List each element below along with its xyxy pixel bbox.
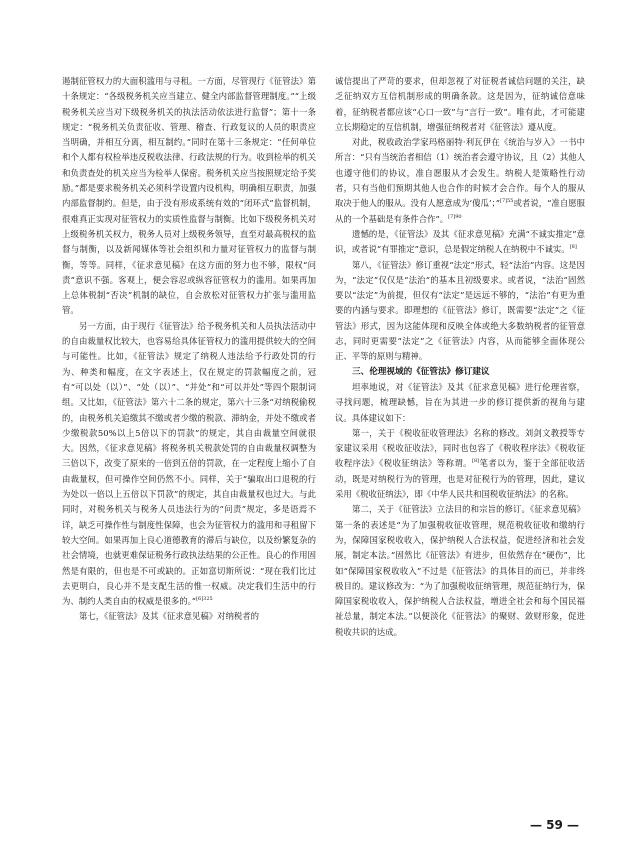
paragraph: 遏制征管权力的大面积滥用与寻租。一方面，尽管现行《征管法》第十条规定：“各级税务机关应当建立、健全内部监督管理制度。”“上级税务机关应当对下级税务机关的执法活动依法进行监督”；第十一条规定：“税务机关负责征收、管理、稽查、行政复议的人员的职责应当明确，并相互分离，相互制约。”同时在第十三条规定：“任何单位和个人都有权检举违反税收法律、行政法规的行为。收到检举的机关和负责查处的机关应当为检举人保密。税务机关应当按照规定给予奖励。”都是要求税务机关必须科学设置内设机构，明确相互职责，加强内部监督制约。但是，由于没有形成系统有效的“闭环式”监督机制，很难真正实现对征管权力的实质性监督与制衡。比如下级税务机关对上级税务机关权力，税务人员对上级税务领导，直至对最高税权的监督与制衡，以及新闻媒体等社会组织和力量对征管权力的监督与制衡，等等。同样，《征求意见稿》在这方面的努力也不够，限权“问责”意识不强。客观上，便会容忍或纵容征管权力的滥用。如果再加上总体税制“否决”机制的缺位，自会放松对征管权力扩张与滥用监管。 bbox=[62, 76, 316, 316]
paragraph-text: 第一，关于《税收征收管理法》名称的修改。刘剑文教授等专家建议采用《税收征收法》，同时也包容了《税收程序法》《税收征收程序法》《税收征纳法》等称谓。 bbox=[335, 427, 585, 469]
paragraph bbox=[62, 319, 316, 610]
paragraph-text: 另一方面，由于现行《征管法》给予税务机关和人员执法活动中的自由裁量权比较大，也容易给具体征管权力的滥用提供较大的空间与可能性。比如，《征管法》规定了纳税人违法给予行政处罚的行为、种类和幅度，在文字表述上，仅在规定的罚款幅度之前，冠有“可以处（以）”、“处（以）”、“并处”和“可以并处”等四个限制词组。又比如，《征管法》第六十二条的规定，第六十三条“对纳税偷税的，由税务机关追缴其不缴或者少缴的税款、滞纳金，并处不缴或者少缴税款50%以上5倍以下的罚款”的规定，其自由裁量空间就很大。因然，《征求意见稿》将税务机关税款处罚的自由裁量权调整为三倍以下，改变了原来的一倍到五倍的罚款，在一定程度上缩小了自由裁量权，但可操作空间仍然不小。同样，关于“骗取出口退税的行为处以一倍以上五倍以下罚款”的规定，其自由裁量权也过大。与此同时，对税务机关与税务人员违法行为的“问责”规定，多是语焉不详，缺乏可操作性与制度性保障，也会为征管权力的滥用和寻租留下较大空间。如果再加上良心道德教育的滞后与缺位，以及纷繁复杂的社会情境，也就更难保证税务行政执法结果的公正性。良心的作用固然是有限的，但也是不可或缺的。正如富切斯所说：“现在我们比过去更明白，良心并不是支配生活的惟一权威。决定我们生活中的行为、制约人类自由的权威是很多的。” bbox=[62, 320, 316, 607]
page-number: — 59 — bbox=[530, 818, 580, 832]
paragraph: 第八，《征管法》修订重视“法定”形式，轻“法治”内容。这是因为，“法定”仅仅是“法治”的基本且初级要求。或者说，“法治”固然要以“法定”为前提，但仅有“法定”是远远不够的，“法治”有更为重要的内涵与要求。即理想的《征管法》修订，既需要“法定”之《征管法》形式，因为这能体现和反映全体或绝大多数纳税者的征管意志，同时更需要“法定”之《征管法》内容，从而能够全面体现公正、平等的原则与精神。 bbox=[335, 259, 585, 362]
citation: [6]325 bbox=[196, 596, 213, 603]
left-column bbox=[62, 74, 316, 625]
right-column bbox=[335, 74, 585, 640]
paragraph-text: 遗憾的是，《征管法》及其《征求意见稿》充满“不诚实推定”意识，或者说“有罪推定”意识，总是假定纳税人在纳税中不诚实。 bbox=[335, 228, 585, 255]
paragraph: 诚信提出了严苛的要求，但却忽视了对征税者诚信问题的关注，缺乏征纳双方互信机制形成的明确条款。这是因为，征纳诚信意味着，征纳税者都应该“心口一致”与“言行一致”。唯有此，才可能建立长期稳定的互信机制，增强征纳税者对《征管法》遵从度。 bbox=[335, 76, 585, 132]
citation: [7]55 bbox=[500, 198, 514, 205]
paragraph-text: 或者说，“准自愿服从的一个基础是有条件合作”。 bbox=[335, 198, 585, 224]
paragraph: 第七，《征管法》及其《征求意见稿》对纳税者的 bbox=[79, 611, 260, 622]
citation: [7]90 bbox=[448, 213, 462, 220]
paragraph-text: 笔者以为，鉴于全部征收活动，既是对纳税行为的管理，也是对征税行为的管理，因此，建议采用《税收征纳法》，即《中华人民共和国税收征纳法》的名称。 bbox=[335, 458, 586, 500]
section-heading: 三、伦理视域的《征管法》修订建议 bbox=[352, 366, 490, 377]
citation: [8] bbox=[472, 458, 480, 465]
paragraph bbox=[335, 426, 585, 502]
paragraph: 第二，关于《征管法》立法目的和宗旨的修订。《征求意见稿》第一条的表述是“为了加强税收征收管理，规范税收征收和缴纳行为，保障国家税收收入，保护纳税人合法权益，促进经济和社会发展，制定本法。”固然比《征管法》有进步，但依然存在“硬伤”，比如“保障国家税收收入”不过是《征管法》的具体目的而已，并非终极目的。建议修改为：“为了加强税收征纳管理，规范征纳行为，保障国家税收收入，保护纳税人合法权益，增进全社会和每个国民福祉总量，制定本法。”以便淡化《征管法》的聚财、敛财形象，促进税收共识的达成。 bbox=[335, 504, 585, 637]
paragraph bbox=[335, 227, 585, 258]
paragraph bbox=[335, 135, 585, 227]
citation: [8] bbox=[569, 244, 577, 251]
paragraph: 坦率地说，对《征管法》及其《征求意见稿》进行伦理省察，寻找问题，梳理缺憾，旨在为其进一步的修订提供新的视角与建议。具体建议如下： bbox=[335, 381, 585, 423]
paragraph-text: 对此，税收政治学家玛格丽特·利瓦伊在《统治与岁入》一书中所言：“只有当统治者相信（1）统治者会遵守协议，且（2）其他人也遵守他们的协议，准自愿服从才会发生。纳税人是策略性行动者，只有当他们预期其他人也合作的时候才会合作。每个人的服从取决于他人的服从。没有人愿意成为‘傻瓜’；” bbox=[335, 137, 585, 209]
